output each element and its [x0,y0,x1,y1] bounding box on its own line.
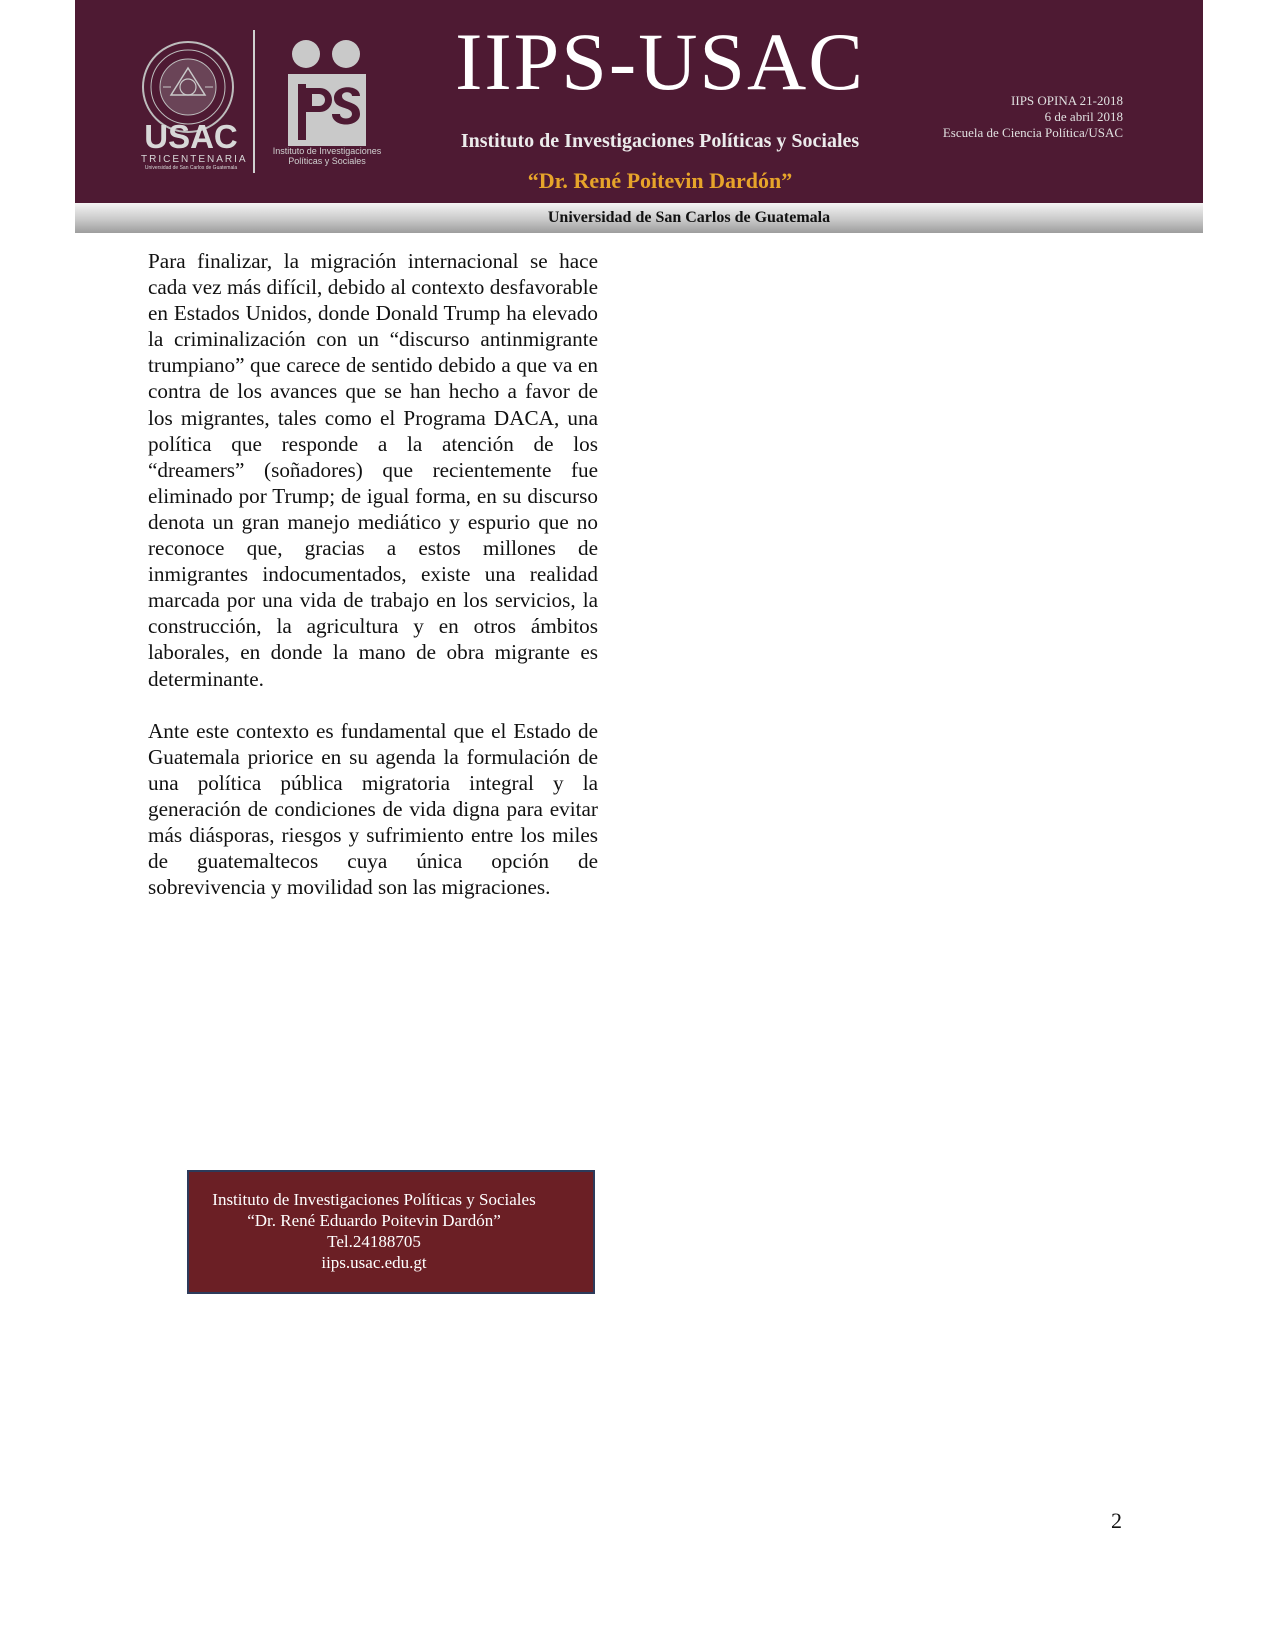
usac-logo-tagline: TRICENTENARIA [141,154,248,165]
university-bar [75,203,1203,233]
institute-name: Instituto de Investigaciones Políticas y Sociales [460,130,860,152]
issue-meta [943,93,1123,141]
issue-school: Escuela de Ciencia Política/USAC [942,125,1123,140]
contact-institute: Instituto de Investigaciones Políticas y Sociales [212,1190,536,1209]
page-number: 2 [1111,1508,1122,1533]
contact-phone: Tel.24188705 [327,1232,421,1251]
university-name: Universidad de San Carlos de Guatemala [547,209,831,226]
logo-divider [253,30,255,173]
contact-box [187,1170,595,1294]
ips-logo-caption: Instituto de Investigaciones Políticas y Sociales [272,146,382,166]
usac-logo [141,118,248,172]
issue-number: IIPS OPINA 21-2018 [1011,93,1123,108]
contact-website: iips.usac.edu.gt [321,1253,427,1272]
paragraph: Para finalizar, la migración internacional se hace cada vez más difícil, debido al contexto desfavorable en Estados Unidos, donde Donald Trump ha elevado la criminalización con un “discurso antinmigrante trumpiano” que carece de sentido debido a que va en contra de los avances que se han hecho a favor de los migrantes, tales como el Programa DACA, una política que responde a la atención de los “dreamers” (soñadores) que recientemente fue eliminado por Trump; de igual forma, en su discurso denota un gran manejo mediático y espurio que no reconoce que, gracias a estos millones de inmigrantes indocumentados, existe una realidad marcada por una vida de trabajo en los servicios, la construcción, la agricultura y en otros ámbitos laborales, en donde la mano de obra migrante es determinante. [148,249,598,691]
issue-date: 6 de abril 2018 [1044,109,1123,124]
usac-logo-subline: Universidad de San Carlos de Guatemala [144,165,238,171]
usac-logo-word: USAC [144,118,238,155]
article-body [148,248,598,926]
paragraph: Ante este contexto es fundamental que el Estado de Guatemala priorice en su agenda la formulación de una política pública migratoria integral y la generación de condiciones de vida digna para evitar más diásporas, riesgos y sufrimiento entre los miles de guatemaltecos cuya única opción de sobrevivencia y movilidad son las migraciones. [148,718,598,900]
page-title: IIPS-USAC [455,16,865,107]
contact-honoree: “Dr. René Eduardo Poitevin Dardón” [247,1211,501,1230]
ips-logo-icon [284,38,370,148]
honoree-name: “Dr. René Poitevin Dardón” [527,168,793,193]
